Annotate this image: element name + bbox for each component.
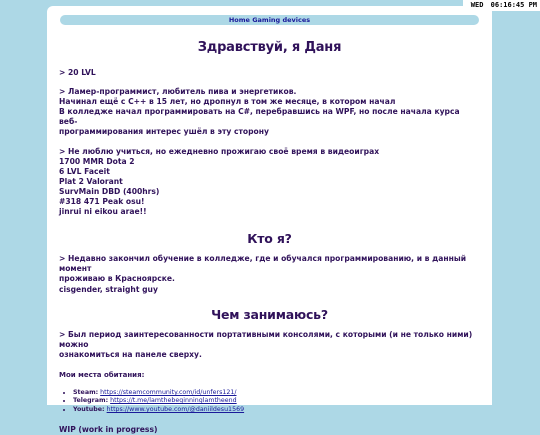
main-content (47, 68, 492, 435)
steam-link[interactable]: https://steamcommunity.com/id/unfers121/ (100, 388, 237, 396)
wip-text: WIP (work in progress) (59, 424, 158, 434)
place-label-steam: Steam: (73, 388, 99, 396)
place-label-youtube: Youtube: (73, 406, 105, 414)
what-paragraph (59, 330, 480, 360)
what-heading: Чем занимаюсь? (211, 306, 328, 322)
what-line: ознакомиться на панеле сверху. (59, 349, 202, 359)
youtube-link[interactable]: https://www.youtube.com/@daniildesu1569 (106, 406, 245, 414)
gaming-line: SurvMain DBD (400hrs) (59, 186, 160, 196)
gaming-line: > Не люблю учиться, но ежедневно прожигаю своё время в видеоиграх (59, 146, 380, 156)
gaming-paragraph (59, 147, 480, 218)
telegram-link[interactable]: https://t.me/lamthebeginninglamtheend (110, 397, 237, 405)
clock-time: 06:16:45 PM (490, 1, 537, 9)
list-item (73, 389, 480, 398)
level-text: > 20 LVL (59, 68, 96, 77)
what-line: > Был период заинтересованности портативными консолями, с которыми (и не только ними) можно (59, 329, 473, 349)
gaming-line: 1700 MMR Dota 2 (59, 156, 135, 166)
list-item (73, 397, 480, 406)
page-container (47, 6, 492, 434)
who-line: cisgender, straight guy (59, 284, 158, 294)
gaming-line: Plat 2 Valorant (59, 176, 123, 186)
place-label-telegram: Telegram: (73, 397, 109, 405)
about-line: Начинал ещё с C++ в 15 лет, но дропнул в том же месяце, в котором начал (59, 97, 396, 107)
home-gaming-devices-link[interactable]: Home Gaming devices (228, 16, 311, 24)
places-title: Мои места обитания: (59, 370, 145, 379)
places-list (59, 389, 480, 415)
page-title: Здравствуй, я Даня (197, 40, 342, 55)
about-line: В колледже начал программировать на C#, перебравшись на WPF, но после начала курса веб- (59, 107, 460, 127)
who-paragraph (59, 254, 480, 294)
about-paragraph (59, 87, 480, 137)
top-nav-bar (60, 15, 479, 25)
who-heading: Кто я? (247, 231, 292, 247)
system-clock (463, 0, 540, 11)
gaming-line: 6 LVL Faceit (59, 166, 110, 176)
gaming-line: jinrui ni eikou arae!! (59, 207, 147, 217)
about-line: > Ламер-программист, любитель пива и энергетиков. (59, 87, 297, 97)
who-line: > Недавно закончил обучение в колледже, где и обучался программированию, и в данный момент (59, 254, 467, 274)
gaming-line: #318 471 Peak osu! (59, 197, 145, 207)
clock-day: WED (470, 1, 484, 9)
who-line: проживаю в Красноярске. (59, 274, 175, 284)
list-item (73, 406, 480, 415)
about-line: программирования интерес ушёл в эту сторону (59, 127, 269, 137)
